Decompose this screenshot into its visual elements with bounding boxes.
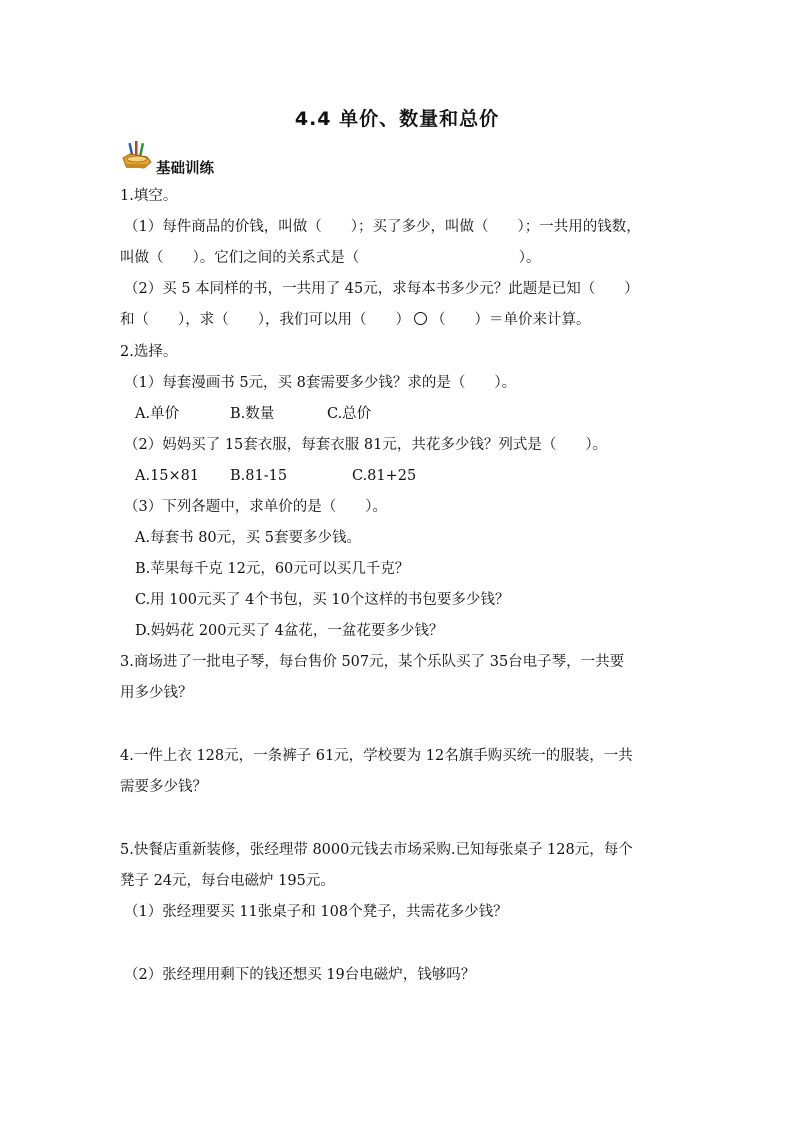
q2-sub1-option-c: C.总价 [327, 406, 372, 422]
pencil-holder-icon [120, 140, 154, 174]
q4-line1: 4.一件上衣 128元，一条裤子 61元，学校要为 12名旗手购买统一的服装，一共 [120, 748, 633, 764]
q5-line1: 5.快餐店重新装修，张经理带 8000元钱去市场采购.已知每张桌子 128元，每个 [120, 842, 633, 858]
q5-sub1: （1）张经理要买 11张桌子和 108个凳子，共需花多少钱？ [124, 904, 508, 920]
q2-sub2-option-c: C.81+25 [352, 468, 417, 484]
q2-sub3-option-c: C.用 100元买了 4个书包，买 10个这样的书包要多少钱？ [135, 592, 510, 608]
q2-sub3-option-a: A.每套书 80元，买 5套要多少钱。 [135, 530, 361, 546]
section-label: 基础训练 [156, 161, 214, 177]
q1-sub2-line1: （2）买 5 本同样的书，一共用了 45元，求每本书多少元？此题是已知（ ） [124, 281, 639, 297]
q2-sub3-option-d: D.妈妈花 200元买了 4盆花，一盆花要多少钱？ [135, 623, 444, 639]
q2-sub1-option-a: A.单价 [135, 406, 180, 422]
q2-sub1-option-b: B.数量 [230, 406, 275, 422]
page-title: 4.4 单价、数量和总价 [294, 108, 500, 130]
q2-sub3-option-b: B.苹果每千克 12元，60元可以买几千克？ [135, 561, 410, 577]
q1-sub2-line2 [120, 310, 591, 330]
q2-heading: 2.选择。 [120, 344, 178, 360]
q4-line2: 需要多少钱？ [120, 779, 207, 795]
q3-line1: 3.商场进了一批电子琴，每台售价 507元，某个乐队买了 35台电子琴，一共要 [120, 654, 625, 670]
q1-sub1-line2: 叫做（ ）。它们之间的关系式是（ ）。 [120, 250, 541, 266]
operator-circle-icon [414, 312, 427, 325]
q1-sub2-line2-part1: 和（ ），求（ ），我们可以用（ ） [120, 312, 410, 328]
q5-sub2: （2）张经理用剩下的钱还想买 19台电磁炉，钱够吗？ [124, 967, 476, 983]
q2-sub2-option-a: A.15×81 [135, 468, 200, 484]
q1-sub2-line2-part2: （ ）＝单价来计算。 [431, 312, 591, 328]
q1-sub1-line1: （1）每件商品的价钱，叫做（ ）；买了多少，叫做（ ）；一共用的钱数， [124, 219, 641, 235]
q2-sub2-option-b: B.81-15 [230, 468, 288, 484]
q1-heading: 1.填空。 [120, 188, 178, 204]
q5-line2: 凳子 24元，每台电磁炉 195元。 [120, 873, 335, 889]
q3-line2: 用多少钱？ [120, 685, 193, 701]
q2-sub2: （2）妈妈买了 15套衣服，每套衣服 81元，共花多少钱？列式是（ ）。 [124, 437, 608, 453]
q2-sub1: （1）每套漫画书 5元，买 8套需要多少钱？求的是（ ）。 [124, 375, 517, 391]
q2-sub3: （3）下列各题中，求单价的是（ ）。 [124, 499, 387, 515]
